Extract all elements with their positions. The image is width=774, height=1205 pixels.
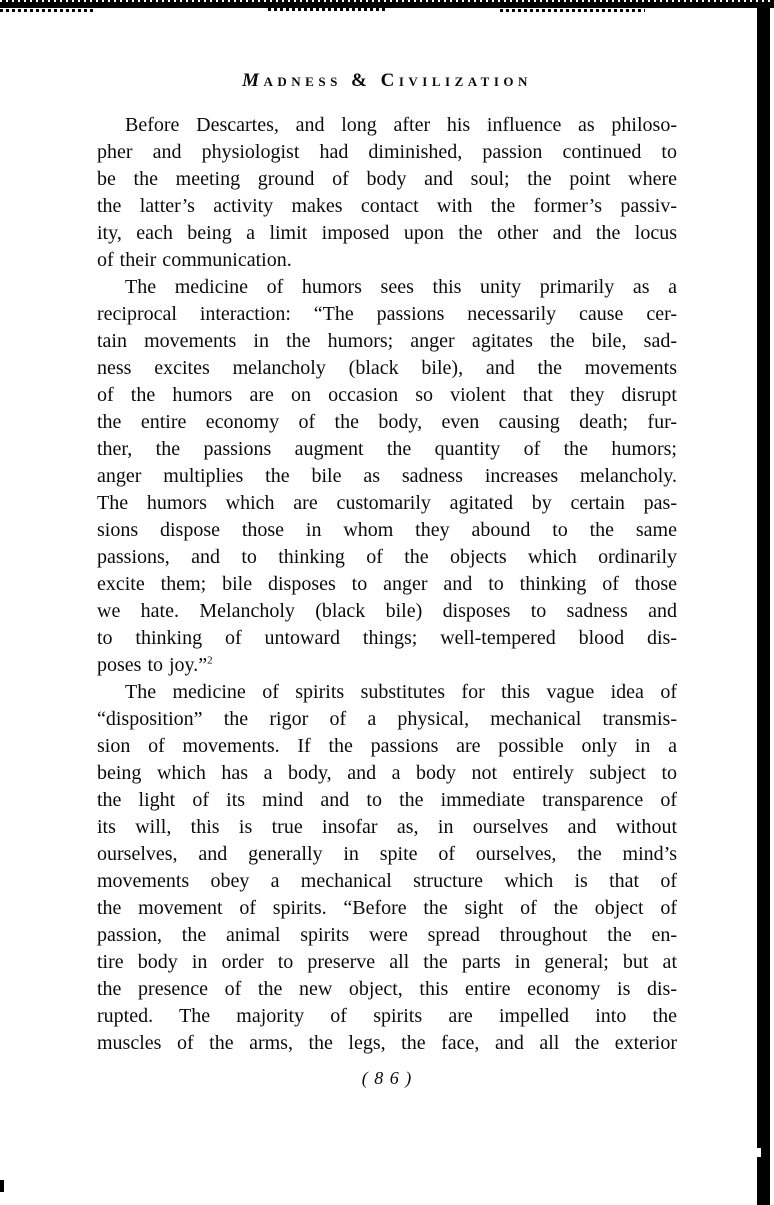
text-line: the presence of the new object, this entire economy is dis- [97,978,677,1000]
text-line: be the meeting ground of body and soul; the point where [97,168,677,190]
text-line: The medicine of humors sees this unity primarily as a [125,276,677,298]
text-line: tire body in order to preserve all the parts in general; but at [97,951,677,973]
page-number: ( 8 6 ) [361,1068,413,1088]
scan-artifact-top-bar [0,0,774,8]
text-line: anger multiplies the bile as sadness increases melancholy. [97,465,677,487]
text-line: sions dispose those in whom they abound to the same [97,519,677,541]
text-line: ness excites melancholy (black bile), and the movements [97,357,677,379]
text-line: ity, each being a limit imposed upon the other and the locus [97,222,677,244]
text-line: the movement of spirits. “Before the sight of the object of [97,897,677,919]
paragraph [97,679,677,1057]
text-line: excite them; bile disposes to anger and to thinking of those [97,573,677,595]
text-line: of the humors are on occasion so violent that they disrupt [97,384,677,406]
text-line: pher and physiologist had diminished, passion continued to [97,141,677,163]
footnote-marker: 2 [207,654,213,667]
paragraph [97,112,677,274]
text-line: reciprocal interaction: “The passions necessarily cause cer- [97,303,677,325]
scan-artifact-dots [500,9,645,12]
text-line: muscles of the arms, the legs, the face, and all the exterior [97,1032,677,1054]
text-line: passion, the animal spirits were spread throughout the en- [97,924,677,946]
text-line: being which has a body, and a body not entirely subject to [97,762,677,784]
paragraph [97,274,677,679]
text-line: The humors which are customarily agitated by certain pas- [97,492,677,514]
text-line: of their communication. [97,249,292,271]
text-line: to thinking of untoward things; well-tempered blood dis- [97,627,677,649]
text-line: Before Descartes, and long after his influence as philoso- [125,114,677,136]
text-line: “disposition” the rigor of a physical, mechanical transmis- [97,708,677,730]
text-line: ther, the passions augment the quantity of the humors; [97,438,677,460]
scan-artifact-notch [757,1148,761,1157]
body-text [97,112,677,1057]
text-line: we hate. Melancholy (black bile) disposes to sadness and [97,600,677,622]
text-line: the entire economy of the body, even causing death; fur- [97,411,677,433]
text-line: passions, and to thinking of the objects which ordinarily [97,546,677,568]
text-line: tain movements in the humors; anger agitates the bile, sad- [97,330,677,352]
text-line: movements obey a mechanical structure which is that of [97,870,677,892]
text-line: poses to joy.”$^2$ [97,654,213,676]
text-line: sion of movements. If the passions are possible only in a [97,735,677,757]
text-line: rupted. The majority of spirits are impelled into the [97,1005,677,1027]
text-line: the light of its mind and to the immediate transparence of [97,789,677,811]
scan-artifact-mark [0,1180,4,1192]
text-line: ourselves, and generally in spite of ourselves, the mind’s [97,843,677,865]
text-line: its will, this is true insofar as, in ourselves and without [97,816,677,838]
scan-artifact-right-bar [757,8,770,1205]
scan-artifact-dots [0,9,93,12]
text-line: The medicine of spirits substitutes for this vague idea of [125,681,677,703]
scan-artifact-dots [268,8,385,11]
text-line: the latter’s activity makes contact with the former’s passiv- [97,195,677,217]
running-header: Madness & Civilization [242,70,532,91]
